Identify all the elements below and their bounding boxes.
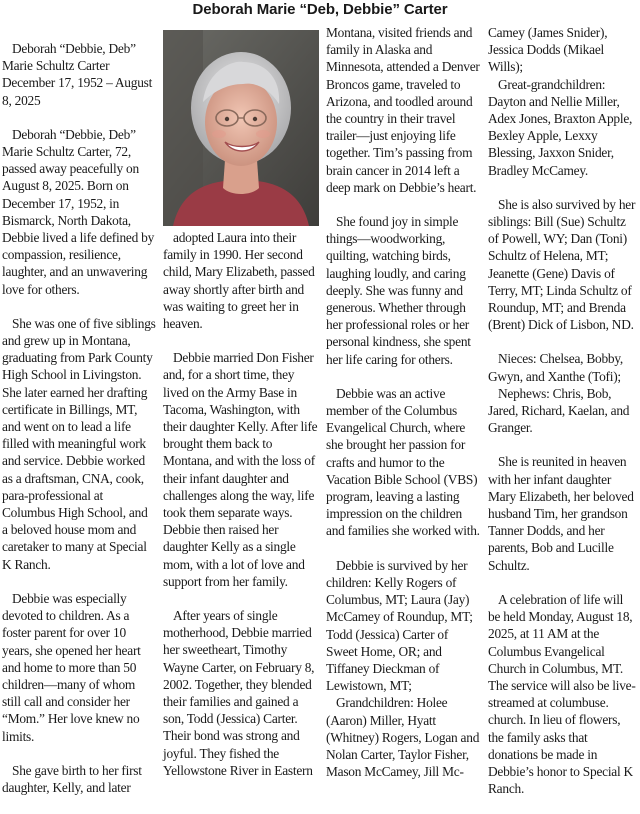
paragraph: After years of single motherhood, Debbie married her sweetheart, Timothy Wayne Carter, on February 8, 2002. Together, they blended their families and gained a son, Todd (Jessica) Carter. Their bond was strong and joyful. They fished the Yellowstone River in Eastern	[163, 608, 315, 778]
paragraph: Debbie is survived by her children: Kelly Rogers of Columbus, MT; Laura (Jay) McCamey of Roundup, MT; Todd (Jessica) Carter of Sweet Home, OR; and Tiffaney Dieckman of Lewistown, MT;	[326, 557, 473, 694]
column-4	[488, 24, 638, 814]
paragraph: She is reunited in heaven with her infant daughter Mary Elizabeth, her beloved husband Tim, her grandson Tanner Dodds, and her parents, Bob and Lucille Schultz.	[488, 454, 634, 573]
paragraph: Montana, visited friends and family in Alaska and Minnesota, attended a Denver Broncos game, traveled to Arizona, and toodled around the country in their travel trailer—just enjoying life together. Tim’s passing from brain cancer in 2014 left a deep mark on Debbie’s heart.	[326, 25, 480, 195]
column-1	[2, 24, 156, 813]
column-3	[326, 24, 482, 797]
paragraph: She found joy in simple things—woodworking, quilting, watching birds, laughing loudly, and caring deeply. She was funny and generous. Whether through her professional roles or her personal kindness, she spent her life caring for others.	[326, 214, 471, 367]
paragraph: Debbie was especially devoted to children. As a foster parent for over 10 years, she opened her heart and home to more than 50 children—many of whom still call and consider her “Mom.” Her love knew no limits.	[2, 590, 141, 744]
paragraph: Deborah “Debbie, Deb” Marie Schultz Carter, 72, passed away peacefully on August 8, 2025. Born on December 17, 1952, in Bismarck, North Dakota, Debbie lived a life defined by compassion, resilience, laughter, and an unwavering love for others.	[2, 126, 155, 297]
paragraph: Debbie married Don Fisher and, for a short time, they lived on the Army Base in Tacoma, Washington, with their daughter Kelly. After life brought them back to Montana, and with the loss of their infant daughter and challenges along the way, life took them separate ways. Debbie then raised her daughter Kelly as a single mom, with a lot of love and support from her family.	[163, 350, 318, 589]
paragraph: Great-grandchildren: Dayton and Nellie Miller, Adex Jones, Braxton Apple, Bexley Apple, Lexxy Blessing, Jaxxon Snider, Bradley McCamey.	[488, 76, 633, 178]
paragraph: A celebration of life will be held Monday, August 18, 2025, at 11 AM at the Columbus Evangelical Church in Columbus, MT. The service will also be live-streamed at columbuse. church. In lieu of flowers, the family asks that donations be made in Debbie’s honor to Special K Ranch.	[488, 591, 636, 797]
obituary-title: Deborah Marie “Deb, Debbie” Carter	[192, 1, 448, 18]
paragraph: Debbie was an active member of the Columbus Evangelical Church, where she brought her passion for crafts and humor to the Vacation Bible School (VBS) program, leaving a lasting impression on the children and families she worked with.	[326, 385, 480, 539]
paragraph: Nephews: Chris, Bob, Jared, Richard, Kaelan, and Granger.	[488, 385, 630, 436]
paragraph: Deborah “Debbie, Deb” Marie Schultz Carter December 17, 1952 – August 8, 2025	[2, 41, 153, 108]
paragraph: Camey (James Snider), Jessica Dodds (Mikael Wills);	[488, 25, 608, 75]
portrait-photo-icon	[163, 30, 319, 226]
paragraph: She is also survived by her siblings: Bill (Sue) Schultz of Powell, WY; Dan (Toni) Schultz of Helena, MT; Jeanette (Gene) Davis of Terry, MT; Linda Schultz of Roundup, MT; and Brenda (Brent) Dick of Lisbon, ND.	[488, 196, 636, 333]
paragraph: Nieces: Chelsea, Bobby, Gwyn, and Xanthe (Tofi);	[488, 351, 624, 384]
paragraph: She was one of five siblings and grew up in Montana, graduating from Park County High School in Livingston. She later earned her drafting certificate in Billings, MT, and went on to lead a life filled with meaningful work and service. Debbie worked as a draftsman, CNA, cook, para-professional at Columbus High School, and a beloved house mom and caretaker to many at Special K Ranch.	[2, 315, 156, 572]
paragraph: She gave birth to her first daughter, Kelly, and later	[2, 762, 142, 795]
column-2	[163, 30, 321, 796]
paragraph: adopted Laura into their family in 1990. Her second child, Mary Elizabeth, passed away shortly after birth and was waiting to greet her in heaven.	[163, 230, 315, 332]
paragraph: Grandchildren: Holee (Aaron) Miller, Hyatt (Whitney) Rogers, Logan and Nolan Carter, Taylor Fisher, Mason McCamey, Jill Mc-	[326, 695, 480, 780]
